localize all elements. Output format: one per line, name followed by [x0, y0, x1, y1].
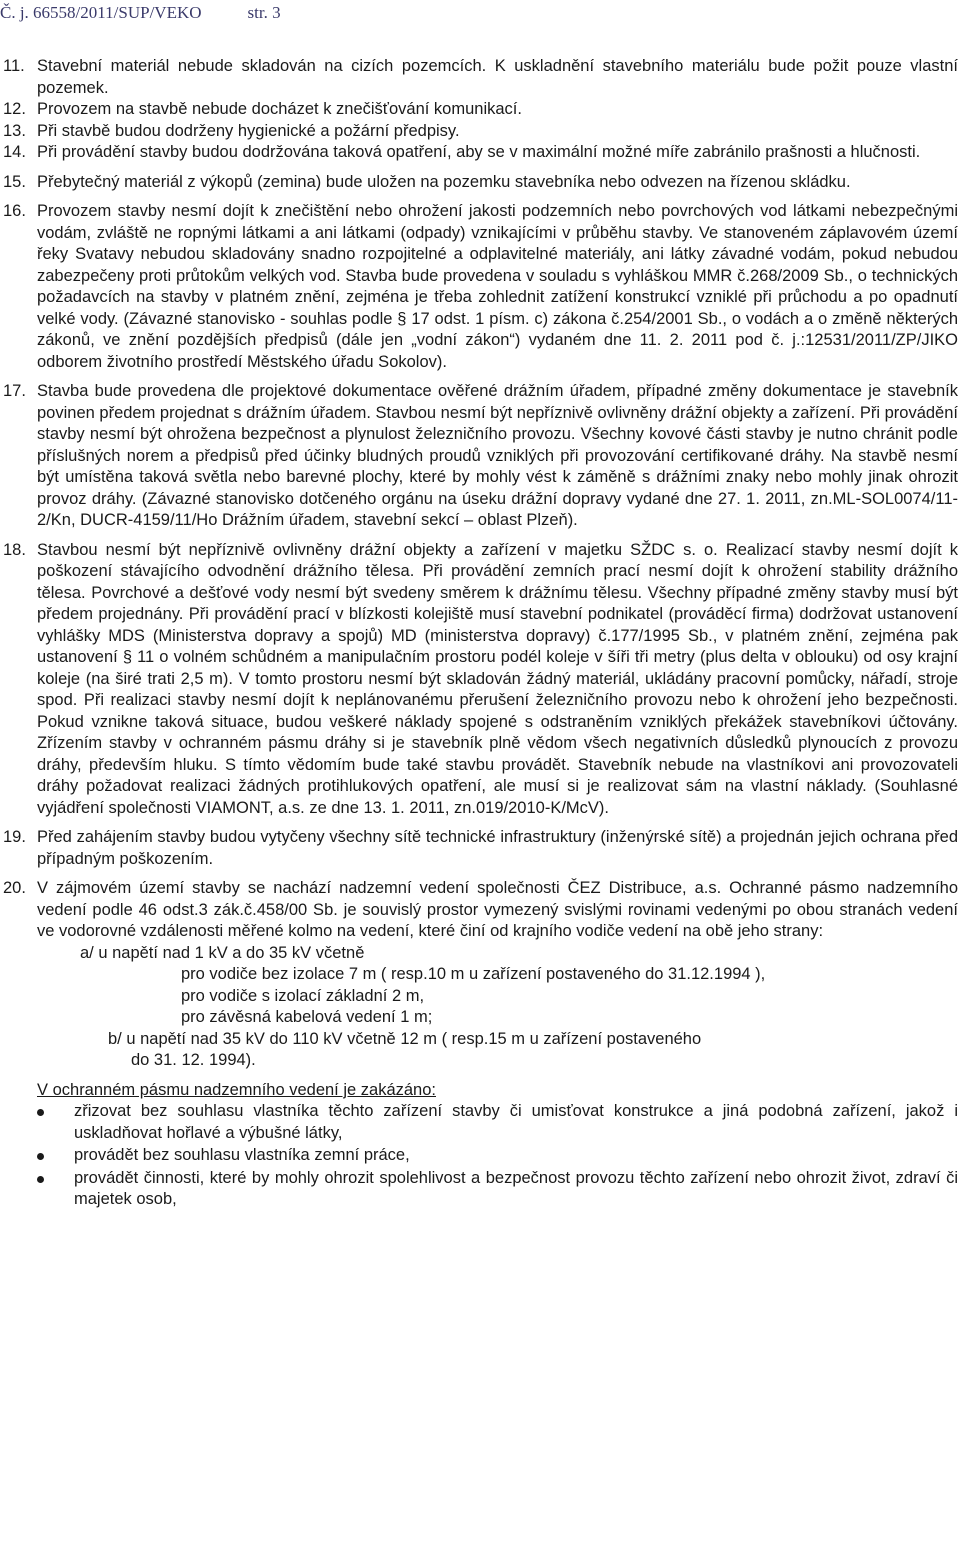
condition-item-19	[0, 827, 958, 870]
item-text: Při provádění stavby budou dodržována taková opatření, aby se v maximální možné míře zabránilo prašnosti a hlučnosti.	[37, 143, 921, 161]
reference-number: Č. j. 66558/2011/SUP/VEKO	[0, 3, 202, 22]
voltage-range-b-line: b/ u napětí nad 35 kV do 110 kV včetně 12 m ( resp.15 m u zařízení postaveného	[108, 1029, 702, 1048]
condition-item-12	[0, 99, 958, 121]
item-number: 13.	[3, 121, 26, 140]
condition-item-14	[0, 142, 958, 164]
voltage-range-a-title: a/ u napětí nad 1 kV a do 35 kV včetně	[80, 943, 365, 962]
voltage-range-a-line: pro závěsná kabelová vedení 1 m;	[181, 1008, 433, 1026]
condition-item-20	[0, 878, 958, 943]
document-body	[0, 56, 958, 1211]
list-item-text: provádět bez souhlasu vlastníka zemní práce,	[74, 1146, 410, 1164]
item-text: Před zahájením stavby budou vytyčeny všechny sítě technické infrastruktury (inženýrské sítě) a projednán jejich ochrana před případným poškozením.	[37, 828, 958, 868]
item-number: 19.	[3, 828, 26, 846]
item-number: 11.	[3, 57, 25, 75]
condition-item-18	[0, 540, 958, 820]
page-number: str. 3	[247, 3, 281, 22]
list-item-text: provádět činnosti, které by mohly ohrozit spolehlivost a bezpečnost provozu těchto zařízení nebo ohrozit život, zdraví či majetek osob,	[74, 1168, 958, 1208]
list-item	[0, 1101, 958, 1144]
item-number: 15.	[3, 172, 26, 191]
bullet-icon	[0, 1145, 74, 1167]
item-text: V zájmovém území stavby se nachází nadzemní vedení společnosti ČEZ Distribuce, a.s. Ochranné pásmo nadzemního vedení podle 46 odst.3 zák.č.458/00 Sb. je souvislý prostor vymezený svislými rovinami vedenými po obou stranách vedení ve vodorovné vzdálenosti měřené kolmo na vedení, které činí od krajního vodiče vedení na obě jeho strany:	[37, 879, 958, 940]
item-number: 20.	[3, 879, 26, 897]
voltage-range-a-line: pro vodiče s izolací základní 2 m,	[181, 986, 425, 1005]
list-item	[0, 1145, 958, 1167]
condition-item-16	[0, 201, 958, 373]
item-text: Při stavbě budou dodrženy hygienické a požární předpisy.	[37, 121, 460, 140]
condition-item-15	[0, 172, 958, 194]
bullet-icon	[0, 1101, 74, 1144]
list-item-text: zřizovat bez souhlasu vlastníka těchto zařízení stavby či umisťovat konstrukce a jiná podobná zařízení, jakož i uskladňovat hořlavé a výbušné látky,	[74, 1102, 958, 1142]
item-text: Provozem na stavbě nebude docházet k znečišťování komunikací.	[37, 100, 522, 118]
item-number: 14.	[3, 143, 26, 161]
item-text: Stavební materiál nebude skladován na cizích pozemcích. K uskladnění stavebního materiálu bude požit pouze vlastní pozemek.	[37, 57, 958, 97]
voltage-range-b-line: do 31. 12. 1994).	[131, 1051, 256, 1069]
item-number: 12.	[3, 100, 26, 118]
item-text: Přebytečný materiál z výkopů (zemina) bude uložen na pozemku stavebníka nebo odvezen na řízenou skládku.	[37, 172, 851, 191]
item-number: 18.	[3, 540, 26, 559]
item-text: Provozem stavby nesmí dojít k znečištění nebo ohrožení jakosti podzemních nebo povrchových vod látkami nebezpečnými vodám, zvláště ne ropnými látkami a ani látkami (odpady) vznikajícími v průběhu stavby. Ve stanoveném záplavovém území řeky Svatavy nebudou skladovány snadno rozpojitelné a odplavitelné materiály, ani látky závadné vodám, pokud nebudou zabezpečeny proti průtokům velkých vod. Stavba bude provedena v souladu s vyhláškou MMR č.268/2009 Sb., o technických požadavcích na stavby v platném znění, zejména je třeba zohlednit zatížení konstrukcí vzniklé při průchodu a po opadnutí velké vody. (Závazné stanovisko - souhlas podle § 17 odst. 1 písm. c) zákona č.254/2001 Sb., o vodách a o změně některých zákonů, ve znění pozdějších předpisů (dále jen „vodní zákon“) vydaném dne 11. 2. 2011 pod č. j.:12531/2011/ZP/JIKO odborem životního prostředí Městského úřadu Sokolov).	[37, 202, 958, 371]
bullet-icon	[0, 1168, 74, 1211]
list-item	[0, 1168, 958, 1211]
prohibited-list	[0, 1101, 958, 1211]
item-text: Stavbou nesmí být nepříznivě ovlivněny drážní objekty a zařízení v majetku SŽDC s. o. Realizací stavby nesmí dojít k poškození stávajícího odvodnění drážního tělesa. Při provádění zemních prací nesmí dojít k ohrožení stability drážního tělesa. Povrchové a dešťové vody nesmí být svedeny směrem k drážnímu tělesu. Všechny případné změny stavby musí být předem projednány. Při provádění prací v blízkosti kolejiště musí stavební podnikatel (prováděcí firma) dodržovat ustanovení vyhlášky MDS (Ministerstva dopravy a spojů) MD (ministerstva dopravy) č.177/1995 Sb., v platném znění, zejména pak ustanovení § 11 o volném schůdném a manipulačním prostoru podél koleje v šíři tři metry (plus delta v oblouku) od osy krajní koleje (na širé trati 2,5 m). V tomto prostoru nesmí být skladován žádný materiál, ukládány pracovní pomůcky, nářadí, stroje spod. Při realizaci stavby nesmí dojít k neplánovanému přerušení železničního provozu nebo k ohrožení jeho bezpečnosti. Pokud vznikne taková situace, budou veškeré náklady spojené s odstraněním vzniklých překážek stavebníkovi účtovány. Zřízením stavby v ochranném pásmu dráhy si je stavebník plně vědom všech negativních důsledků plynoucích z provozu dráhy, především hluku. S tímto vědomím bude také stavbu provádět. Stavebník nebude na vlastníkovi ani provozovateli dráhy požadovat realizaci žádných protihlukových opatření, ale musí si je realizovat sám na vlastní náklady. (Souhlasné vyjádření společnosti VIAMONT, a.s. ze dne 13. 1. 2011, zn.019/2010-K/McV).	[37, 540, 958, 817]
condition-item-13	[0, 121, 958, 143]
page-header	[0, 2, 281, 24]
item-text: Stavba bude provedena dle projektové dokumentace ověřené drážním úřadem, případné změny dokumentace je stavebník povinen předem projednat s drážním úřadem. Stavbou nesmí být nepříznivě ovlivněny drážní objekty a zařízení. Při provádění stavby nesmí být ohrožena bezpečnost a plynulost železničního provozu. Všechny kovové části stavby je nutno chránit podle příslušných norem a předpisů před účinky bludných proudů vzniklých při provozování certifikované dráhy. Na stavbě nesmí být umístěna taková světla nebo barevné plochy, které by mohly vést k záměně s drážními znaky nebo mohly jinak ohrozit provoz dráhy. (Závazné stanovisko dotčeného orgánu na úseku drážní dopravy vydané dne 27. 1. 2011, zn.ML-SOL0074/11-2/Kn, DUCR-4159/11/Ho Drážním úřadem, stavební sekcí – oblast Plzeň).	[37, 382, 958, 529]
voltage-range-a-line: pro vodiče bez izolace 7 m ( resp.10 m u zařízení postaveného do 31.12.1994 ),	[181, 965, 766, 983]
prohibited-heading: V ochranném pásmu nadzemního vedení je zakázáno:	[37, 1080, 436, 1099]
item-number: 17.	[3, 382, 26, 400]
item-number: 16.	[3, 202, 26, 220]
condition-item-17	[0, 381, 958, 532]
condition-item-11	[0, 56, 958, 99]
